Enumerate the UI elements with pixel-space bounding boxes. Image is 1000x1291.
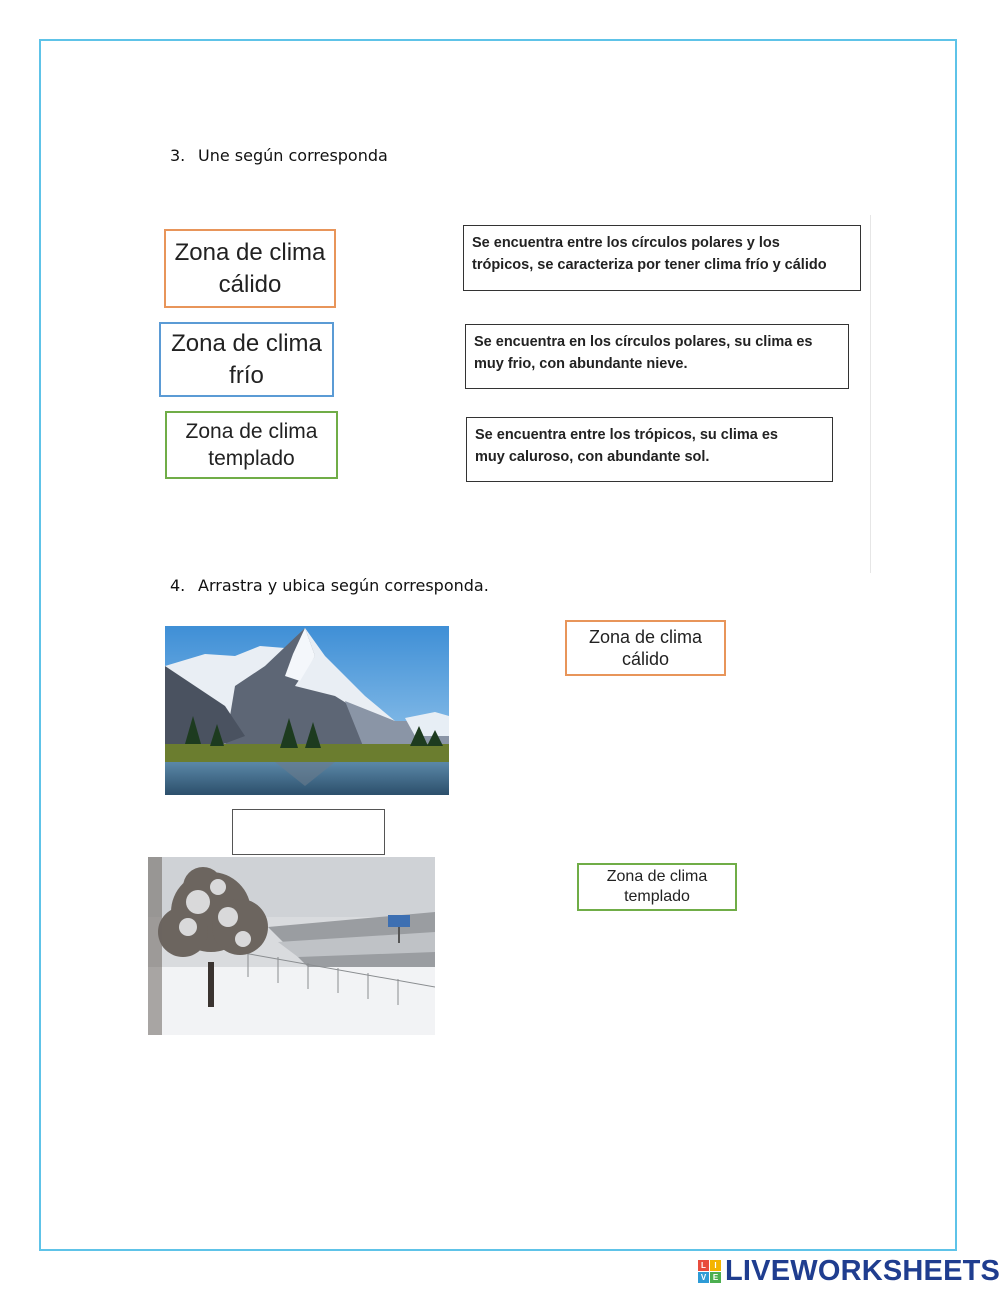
zone-cold-line2: frío [229,361,264,389]
zone-temperate-line2: templado [208,447,295,470]
draggable-warm-line1: Zona de clima [588,626,703,647]
zone-warm-line1: Zona de clima [174,239,326,267]
section-4-heading [170,576,489,595]
zone-cold-card [159,322,334,397]
zone-warm-card [164,229,336,308]
brand-letter-l: L [698,1260,709,1271]
section-3-instruction: Une según corresponda [198,146,388,165]
brand-name: LIVEWORKSHEETS [725,1254,1000,1287]
mountain-lake-photo [165,626,449,795]
description-temperate [463,225,861,291]
section-3-number: 3. [170,146,186,165]
divider-line [870,215,871,573]
draggable-warm-line2: cálido [621,649,670,669]
description-temperate-line1: Se encuentra entre los círculos polares y los [472,235,780,251]
draggable-temperate-line2: templado [624,888,690,905]
section-3-heading [170,146,388,165]
draggable-warm-card[interactable] [565,620,726,676]
description-warm-line2: muy caluroso, con abundante sol. [475,449,710,466]
brand-mark-icon [698,1260,721,1283]
zone-temperate-line1: Zona de clima [185,419,318,443]
description-cold-line2: muy frio, con abundante nieve. [474,356,688,373]
description-temperate-line2: trópicos, se caracteriza por tener clima frío y cálido [472,257,827,274]
zone-cold-line1: Zona de clima [171,330,322,358]
snowy-highway-photo [148,857,435,1035]
brand-letter-e: E [710,1272,721,1283]
liveworksheets-logo [698,1256,1000,1286]
description-warm-line1: Se encuentra entre los trópicos, su clima es [475,427,778,443]
draggable-temperate-card[interactable] [577,863,737,911]
section-4-instruction: Arrastra y ubica según corresponda. [198,576,489,595]
brand-letter-i: I [710,1260,721,1271]
zone-warm-line2: cálido [218,270,282,298]
description-cold-line1: Se encuentra en los círculos polares, su clima es [474,334,813,350]
brand-letter-v: V [698,1272,709,1283]
description-cold [465,324,849,389]
section-4-number: 4. [170,576,186,595]
zone-temperate-card [165,411,338,479]
answer-drop-box[interactable] [232,809,385,855]
description-warm [466,417,833,482]
draggable-temperate-line1: Zona de clima [606,868,708,885]
